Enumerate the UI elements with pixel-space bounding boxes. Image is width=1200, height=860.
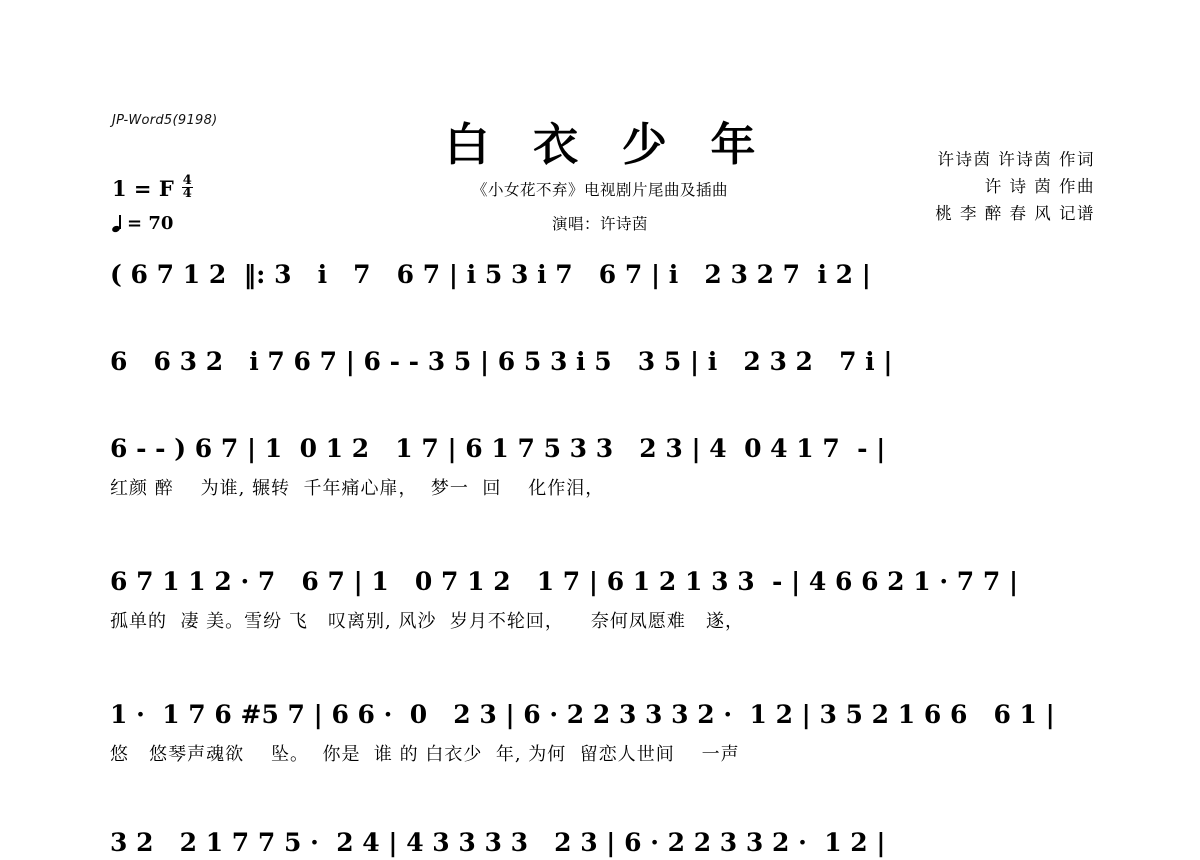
document-code: JP-Word5(9198) (112, 113, 218, 128)
credit-lyricist: 许诗茵 许诗茵 作词 (937, 150, 1095, 169)
lyrics-line: 悠 悠琴声魂欲 坠。 你是 谁 的 白衣少 年, 为何 留恋人世间 一声 (110, 744, 740, 765)
notation-line: 6 7 1 1 2 · 7 6 7 | 1 0 7 1 2 1 7 | 6 1 2 1 3 3 - | 4 6 6 2 1 · 7 7 | (110, 567, 1019, 596)
notation-line: 3 2 2 1 7 7 5 · 2 4 | 4 3 3 3 3 2 3 | 6 · 2 2 3 3 2 · 1 2 | (110, 828, 886, 857)
key-signature (112, 173, 193, 201)
music-system-3 (110, 432, 1090, 500)
tempo-marking (112, 213, 173, 234)
music-system-6 (110, 826, 1090, 860)
lyrics-line: 红颜 醉 为谁, 辗转 千年痛心扉， 梦一 回 化作泪， (110, 478, 605, 499)
notation-line: 6 - - ) 6 7 | 1 0 1 2 1 7 | 6 1 7 5 3 3 2 3 | 4 0 4 1 7 - | (110, 434, 886, 463)
credits-block (935, 146, 1095, 227)
music-system-1 (110, 258, 1090, 292)
page-title: 白 衣 少 年 (444, 118, 770, 171)
notation-line: 1 · 1 7 6 #5 7 | 6 6 · 0 2 3 | 6 · 2 2 3 3 3 2 · 1 2 | 3 5 2 1 6 6 6 1 | (110, 700, 1055, 729)
lyrics-line: 孤单的 凄 美。雪纷 飞 叹离别, 风沙 岁月不轮回， 奈何凤愿难 遂， (110, 611, 744, 632)
time-signature-denominator: 4 (182, 186, 192, 201)
credit-composer: 许 诗 茵 作曲 (984, 177, 1095, 196)
subtitle-source: 《小女花不弃》电视剧片尾曲及插曲 (471, 181, 728, 199)
time-signature (182, 175, 193, 200)
time-signature-numerator: 4 (182, 173, 192, 188)
music-system-4 (110, 565, 1090, 633)
subtitle-performer: 演唱：许诗茵 (551, 215, 648, 233)
notation-line: 6 6 3 2 i 7 6 7 | 6 - - 3 5 | 6 5 3 i 5 3 5 | i 2 3 2 7 i | (110, 347, 893, 376)
credit-transcriber: 桃 李 醉 春 风 记谱 (935, 204, 1095, 223)
quarter-note-icon (112, 215, 123, 233)
notation-line: ( 6 7 1 2 ‖: 3 i 7 6 7 | i 5 3 i 7 6 7 | i 2 3 2 7 i 2 | (110, 260, 871, 289)
music-system-2 (110, 345, 1090, 379)
music-system-5 (110, 698, 1090, 766)
key-signature-label: 1 = F (112, 176, 174, 201)
tempo-value: = 70 (127, 213, 174, 234)
